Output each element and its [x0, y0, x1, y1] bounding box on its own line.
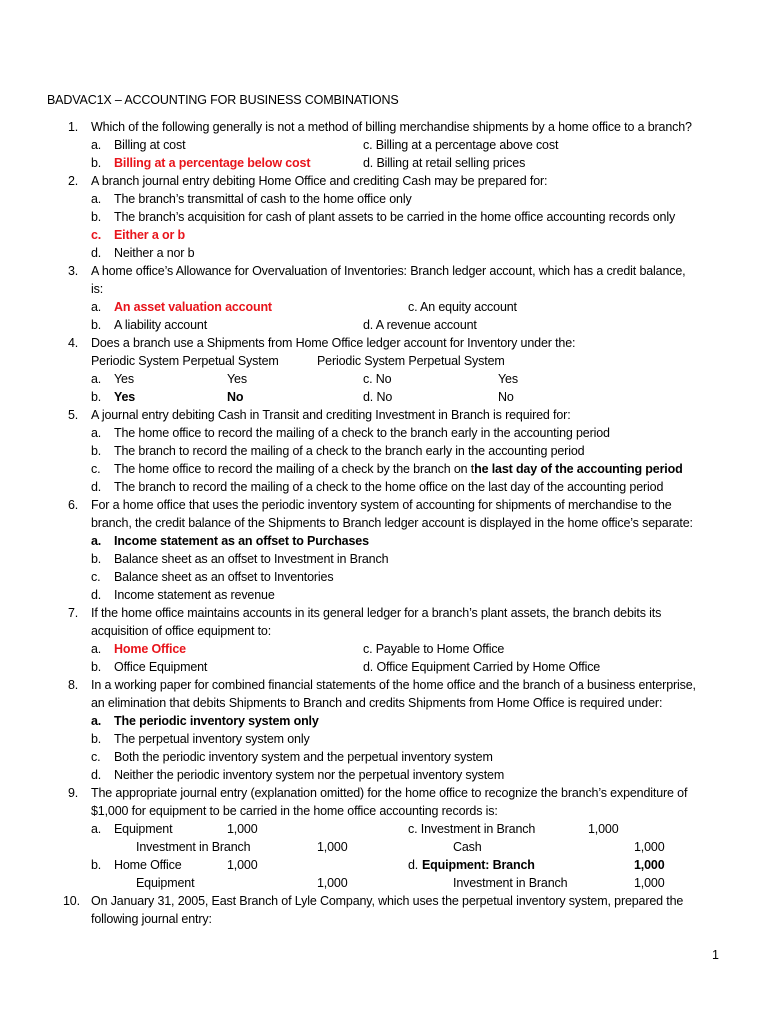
option-a-col2: Yes [227, 372, 247, 386]
option-b-debit: Home Office [114, 858, 182, 872]
question-text: On January 31, 2005, East Branch of Lyle Company, which uses the perpetual inventory system, prepared the [91, 894, 684, 908]
option-c-col1: c. No [363, 372, 392, 386]
question-text: Which of the following generally is not a method of billing merchandise shipments by a home office to a branch? [91, 120, 692, 134]
option-label: c. [91, 570, 101, 584]
option-d-col2: No [498, 390, 514, 404]
option-b-debit-amount: 1,000 [227, 858, 258, 872]
option-d-credit-amount: 1,000 [634, 876, 665, 890]
option-a: The home office to record the mailing of a check to the branch early in the accounting period [114, 426, 610, 440]
option-c-col2: Yes [498, 372, 518, 386]
option-d: d. Office Equipment Carried by Home Office [363, 660, 601, 674]
option-c: c. An equity account [408, 300, 517, 314]
option-b-credit: Equipment [136, 876, 195, 890]
option-label: a. [91, 822, 102, 836]
option-a-col1: Yes [114, 372, 134, 386]
option-a: Billing at cost [114, 138, 186, 152]
option-c-answer: he last day of the accounting period [474, 462, 683, 476]
option-label: a. [91, 534, 102, 548]
option-c: c. Billing at a percentage above cost [363, 138, 559, 152]
option-a-credit: Investment in Branch [136, 840, 251, 854]
option-d: Income statement as revenue [114, 588, 275, 602]
option-label: d. [91, 480, 102, 494]
question-text: The appropriate journal entry (explanation omitted) for the home office to recognize the branch’s expenditure of [91, 786, 688, 800]
option-label: a. [91, 642, 102, 656]
option-c-debit-amount: 1,000 [588, 822, 619, 836]
option-c-debit: c. Investment in Branch [408, 822, 536, 836]
option-label: b. [91, 390, 102, 404]
question-text: If the home office maintains accounts in its general ledger for a branch’s plant assets, the branch debits its [91, 606, 662, 620]
option-label: c. [91, 228, 102, 242]
question-number: 7. [68, 606, 79, 620]
option-label: a. [91, 138, 102, 152]
question-number: 5. [68, 408, 79, 422]
option-label: b. [91, 552, 102, 566]
option-a-debit-amount: 1,000 [227, 822, 258, 836]
option-label: b. [91, 156, 102, 170]
question-number: 3. [68, 264, 79, 278]
option-c: c. Payable to Home Office [363, 642, 505, 656]
option-b: The branch to record the mailing of a check to the branch early in the accounting period [114, 444, 585, 458]
question-number: 10. [63, 894, 80, 908]
option-a-answer: The periodic inventory system only [114, 714, 319, 728]
question-text-cont: following journal entry: [91, 912, 212, 926]
option-d: d. Billing at retail selling prices [363, 156, 526, 170]
option-d: Neither the periodic inventory system nor the perpetual inventory system [114, 768, 505, 782]
option-a-debit: Equipment [114, 822, 173, 836]
option-d: d. A revenue account [363, 318, 477, 332]
option-d: Neither a nor b [114, 246, 195, 260]
option-b: The branch’s acquisition for cash of plant assets to be carried in the home office accounting records only [114, 210, 676, 224]
question-number: 6. [68, 498, 79, 512]
question-number: 1. [68, 120, 79, 134]
option-b: A liability account [114, 318, 208, 332]
option-d: The branch to record the mailing of a check to the home office on the last day of the accounting period [114, 480, 664, 494]
question-text: Does a branch use a Shipments from Home Office ledger account for Inventory under the: [91, 336, 576, 350]
option-b-col2-answer: No [227, 390, 244, 404]
option-c [114, 460, 683, 478]
question-number: 9. [68, 786, 79, 800]
option-label: b. [91, 318, 102, 332]
option-label: a. [91, 714, 102, 728]
option-c-credit-amount: 1,000 [634, 840, 665, 854]
option-label: a. [91, 372, 102, 386]
option-a-answer: Income statement as an offset to Purchases [114, 534, 369, 548]
question-number: 4. [68, 336, 79, 350]
option-label: d. [408, 858, 419, 872]
question-text-cont: acquisition of office equipment to: [91, 624, 272, 638]
option-d-col1: d. No [363, 390, 393, 404]
option-label: a. [91, 192, 102, 206]
option-a: The branch’s transmittal of cash to the home office only [114, 192, 412, 206]
option-label: d. [91, 768, 102, 782]
option-label: a. [91, 426, 102, 440]
option-b: The perpetual inventory system only [114, 732, 310, 746]
option-label: b. [91, 660, 102, 674]
option-label: d. [91, 588, 102, 602]
option-label: b. [91, 732, 102, 746]
option-a-answer: Home Office [114, 642, 186, 656]
option-c-answer: Either a or b [114, 228, 185, 242]
option-b-credit-amount: 1,000 [317, 876, 348, 890]
option-label: d. [91, 246, 102, 260]
question-number: 8. [68, 678, 79, 692]
option-c-credit: Cash [453, 840, 482, 854]
option-b-answer: Billing at a percentage below cost [114, 156, 311, 170]
option-c: Balance sheet as an offset to Inventories [114, 570, 334, 584]
option-d-debit-answer: Equipment: Branch [422, 858, 535, 872]
option-label: b. [91, 210, 102, 224]
question-text: In a working paper for combined financial statements of the home office and the branch of a business enterprise, [91, 678, 696, 692]
question-text: A journal entry debiting Cash in Transit and crediting Investment in Branch is required for: [91, 408, 571, 422]
question-text-cont: an elimination that debits Shipments to Branch and credits Shipments from Home Office is required under: [91, 696, 663, 710]
option-label: b. [91, 444, 102, 458]
option-a-answer: An asset valuation account [114, 300, 272, 314]
question-text-cont: $1,000 for equipment to be carried in the home office accounting records is: [91, 804, 498, 818]
question-text: A branch journal entry debiting Home Office and crediting Cash may be prepared for: [91, 174, 548, 188]
option-d-debit-amount: 1,000 [634, 858, 665, 872]
option-b: Office Equipment [114, 660, 208, 674]
column-header: Periodic System Perpetual System [317, 354, 505, 368]
option-label: b. [91, 858, 102, 872]
column-header: Periodic System Perpetual System [91, 354, 279, 368]
document-title: BADVAC1X – ACCOUNTING FOR BUSINESS COMBINATIONS [47, 93, 399, 107]
option-d-credit: Investment in Branch [453, 876, 568, 890]
question-number: 2. [68, 174, 79, 188]
question-text: A home office’s Allowance for Overvaluation of Inventories: Branch ledger account, which has a credit balance, [91, 264, 686, 278]
option-label: c. [91, 750, 101, 764]
option-label: a. [91, 300, 102, 314]
option-b-col1-answer: Yes [114, 390, 136, 404]
option-a-credit-amount: 1,000 [317, 840, 348, 854]
question-text-cont: branch, the credit balance of the Shipments to Branch ledger account is displayed in the home office’s separate: [91, 516, 693, 530]
question-text: For a home office that uses the periodic inventory system of accounting for shipments of merchandise to the [91, 498, 672, 512]
option-c: Both the periodic inventory system and the perpetual inventory system [114, 750, 493, 764]
question-text-cont: is: [91, 282, 104, 296]
option-b: Balance sheet as an offset to Investment in Branch [114, 552, 389, 566]
page-number: 1 [712, 948, 719, 962]
option-label: c. [91, 462, 101, 476]
option-c-text: The home office to record the mailing of a check by the branch on t [114, 462, 475, 476]
